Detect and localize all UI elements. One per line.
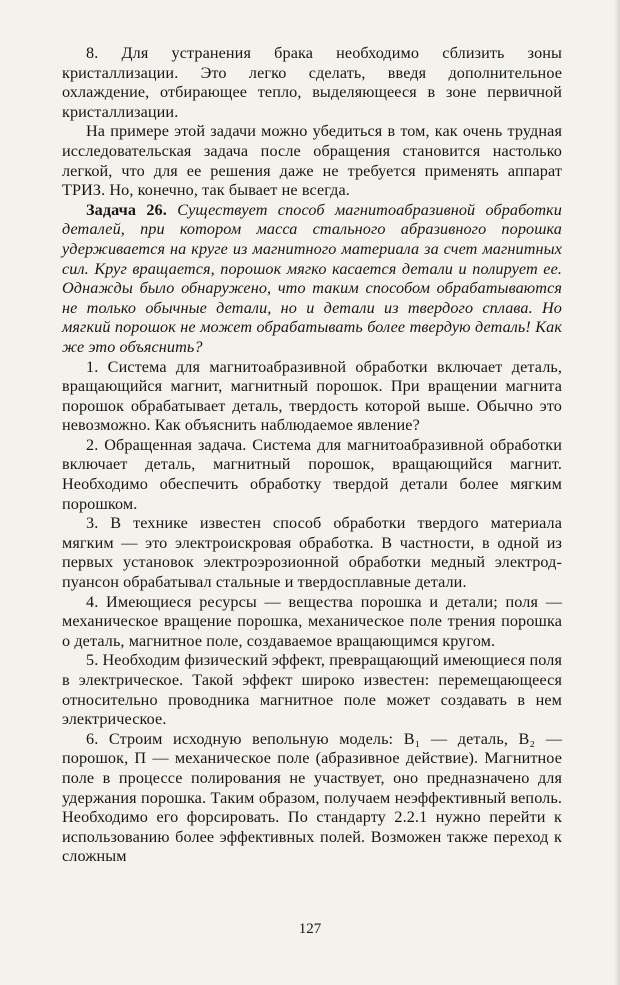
paragraph-conclusion: На примере этой задачи можно убедиться в том, как очень трудная исследовательская задача после обращения становится настолько легкой, что для ее решения даже не требуется применять аппарат ТРИЗ. Но, конечно, так бывает не всегда. — [62, 122, 562, 200]
paragraph-step-8: 8. Для устранения брака необходимо сблизить зоны кристаллизации. Это легко сделать, введя дополнительное охлаждение, отбирающее тепло, выделяющееся в зоне первичной кристаллизации. — [62, 44, 562, 121]
step-1: 1. Система для магнитоабразивной обработки включает деталь, вращающийся магнит, магнитный порошок. При вращении магнита порошок обрабатывает деталь, твердость которой выше. Обычно это невозможно. Как объяснить наблюдаемое явление? — [62, 357, 562, 435]
step-3: 3. В технике известен способ обработки твердого материала мягким — это электроискровая обработка. В частности, в одной из первых установок электроэрозионной обработки медный электрод-пуансон обрабатывал стальные и твердосплавные детали. — [62, 514, 562, 592]
page-edge-shadow — [614, 0, 620, 985]
task-26-statement — [62, 201, 562, 358]
step-6: 6. Строим исходную вепольную модель: В₁ — деталь, В₂ — порошок, П — механическое поле (абразивное действие). Магнитное поле в процессе полирования не участвует, оно предназначено для удержания порошка. Таким образом, получаем неэффективный веполь. Необходимо его форсировать. По стандарту 2.2.1 нужно перейти к использованию более эффективных полей. Возможен также переход к сложным — [62, 729, 562, 866]
task-label: Задача 26. — [86, 200, 167, 219]
step-5: 5. Необходим физический эффект, превращающий имеющиеся поля в электрическое. Такой эффект широко известен: перемещающееся относительно проводника магнитное поле может создавать в нем электрическое. — [62, 651, 562, 729]
page-number: 127 — [298, 921, 322, 937]
task-text: Существует способ магнитоабразивной обработки деталей, при котором масса стального абразивного порошка удерживается на круге из магнитного материала за счет магнитных сил. Круг вращается, порошок мягко касается детали и полирует ее. Однажды было обнаружено, что таким способом обрабатываются не только обычные детали, но и детали из твердого сплава. Но мягкий порошок не может обрабатывать более твердую деталь! Как же это объяснить? — [62, 200, 563, 356]
step-2: 2. Обращенная задача. Система для магнитоабразивной обработки включает деталь, магнитный порошок, вращающийся магнит. Необходимо обеспечить обработку твердой детали более мягким порошком. — [62, 435, 562, 513]
step-4: 4. Имеющиеся ресурсы — вещества порошка и детали; поля — механическое вращение порошка, механическое поле трения порошка о деталь, магнитное поле, создаваемое вращающимся кругом. — [62, 592, 562, 650]
